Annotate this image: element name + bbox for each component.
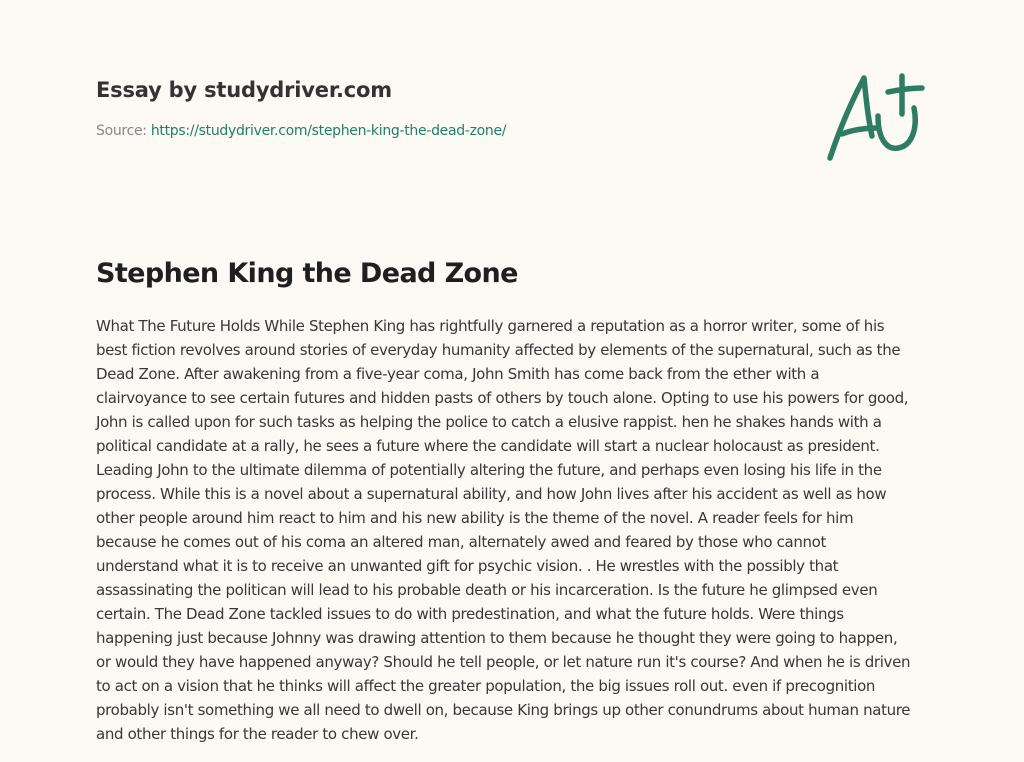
essay-line: Dead Zone. After awakening from a five-year coma, John Smith has come back from the ether with a bbox=[96, 365, 820, 383]
source-link[interactable]: https://studydriver.com/stephen-king-the-dead-zone/ bbox=[150, 123, 507, 139]
essay-title: Stephen King the Dead Zone bbox=[96, 258, 518, 289]
essay-line: process. While this is a novel about a supernatural ability, and how John lives after his accident as well as how bbox=[96, 485, 887, 503]
essay-line: best fiction revolves around stories of everyday humanity affected by elements of the supernatural, such as the bbox=[96, 341, 901, 359]
essay-line: or would they have happened anyway? Should he tell people, or let nature run it's course? And when he is driven bbox=[96, 653, 911, 671]
essay-line: certain. The Dead Zone tackled issues to do with predestination, and what the future holds. Were things bbox=[96, 605, 844, 623]
essay-line: and other things for the reader to chew over. bbox=[96, 725, 419, 743]
essay-body bbox=[96, 314, 932, 746]
essay-line: understand what it is to receive an unwanted gift for psychic vision. . He wrestles with the possibly that bbox=[96, 557, 839, 575]
essay-line: probably isn't something we all need to dwell on, because King brings up other conundrums about human nature bbox=[96, 701, 911, 719]
essay-line: What The Future Holds While Stephen King has rightfully garnered a reputation as a horror writer, some of his bbox=[96, 317, 885, 335]
essay-line: Leading John to the ultimate dilemma of potentially altering the future, and perhaps even losing his life in the bbox=[96, 461, 882, 479]
essay-line: because he comes out of his coma an altered man, alternately awed and feared by those who cannot bbox=[96, 533, 827, 551]
essay-line: political candidate at a rally, he sees a future where the candidate will start a nuclear holocaust as president. bbox=[96, 437, 880, 455]
essay-line: John is called upon for such tasks as helping the police to catch a elusive rappist. hen he shakes hands with a bbox=[96, 413, 882, 431]
site-title: Essay by studydriver.com bbox=[96, 78, 392, 102]
essay-line: to act on a vision that he thinks will affect the greater population, the big issues roll out. even if precognition bbox=[96, 677, 876, 695]
essay-line: other people around him react to him and his new ability is the theme of the novel. A reader feels for him bbox=[96, 509, 854, 527]
source-label: Source: bbox=[96, 123, 147, 139]
essay-line: clairvoyance to see certain futures and hidden pasts of others by touch alone. Opting to use his powers for good, bbox=[96, 389, 909, 407]
essay-line: happening just because Johnny was drawing attention to them because he thought they were going to happen, bbox=[96, 629, 898, 647]
essay-line: assassinating the politican will lead to his probable death or his incarceration. Is the future he glimpsed even bbox=[96, 581, 878, 599]
source-line bbox=[96, 122, 796, 140]
a-plus-grade-icon bbox=[822, 68, 928, 166]
essay-header bbox=[96, 76, 796, 140]
